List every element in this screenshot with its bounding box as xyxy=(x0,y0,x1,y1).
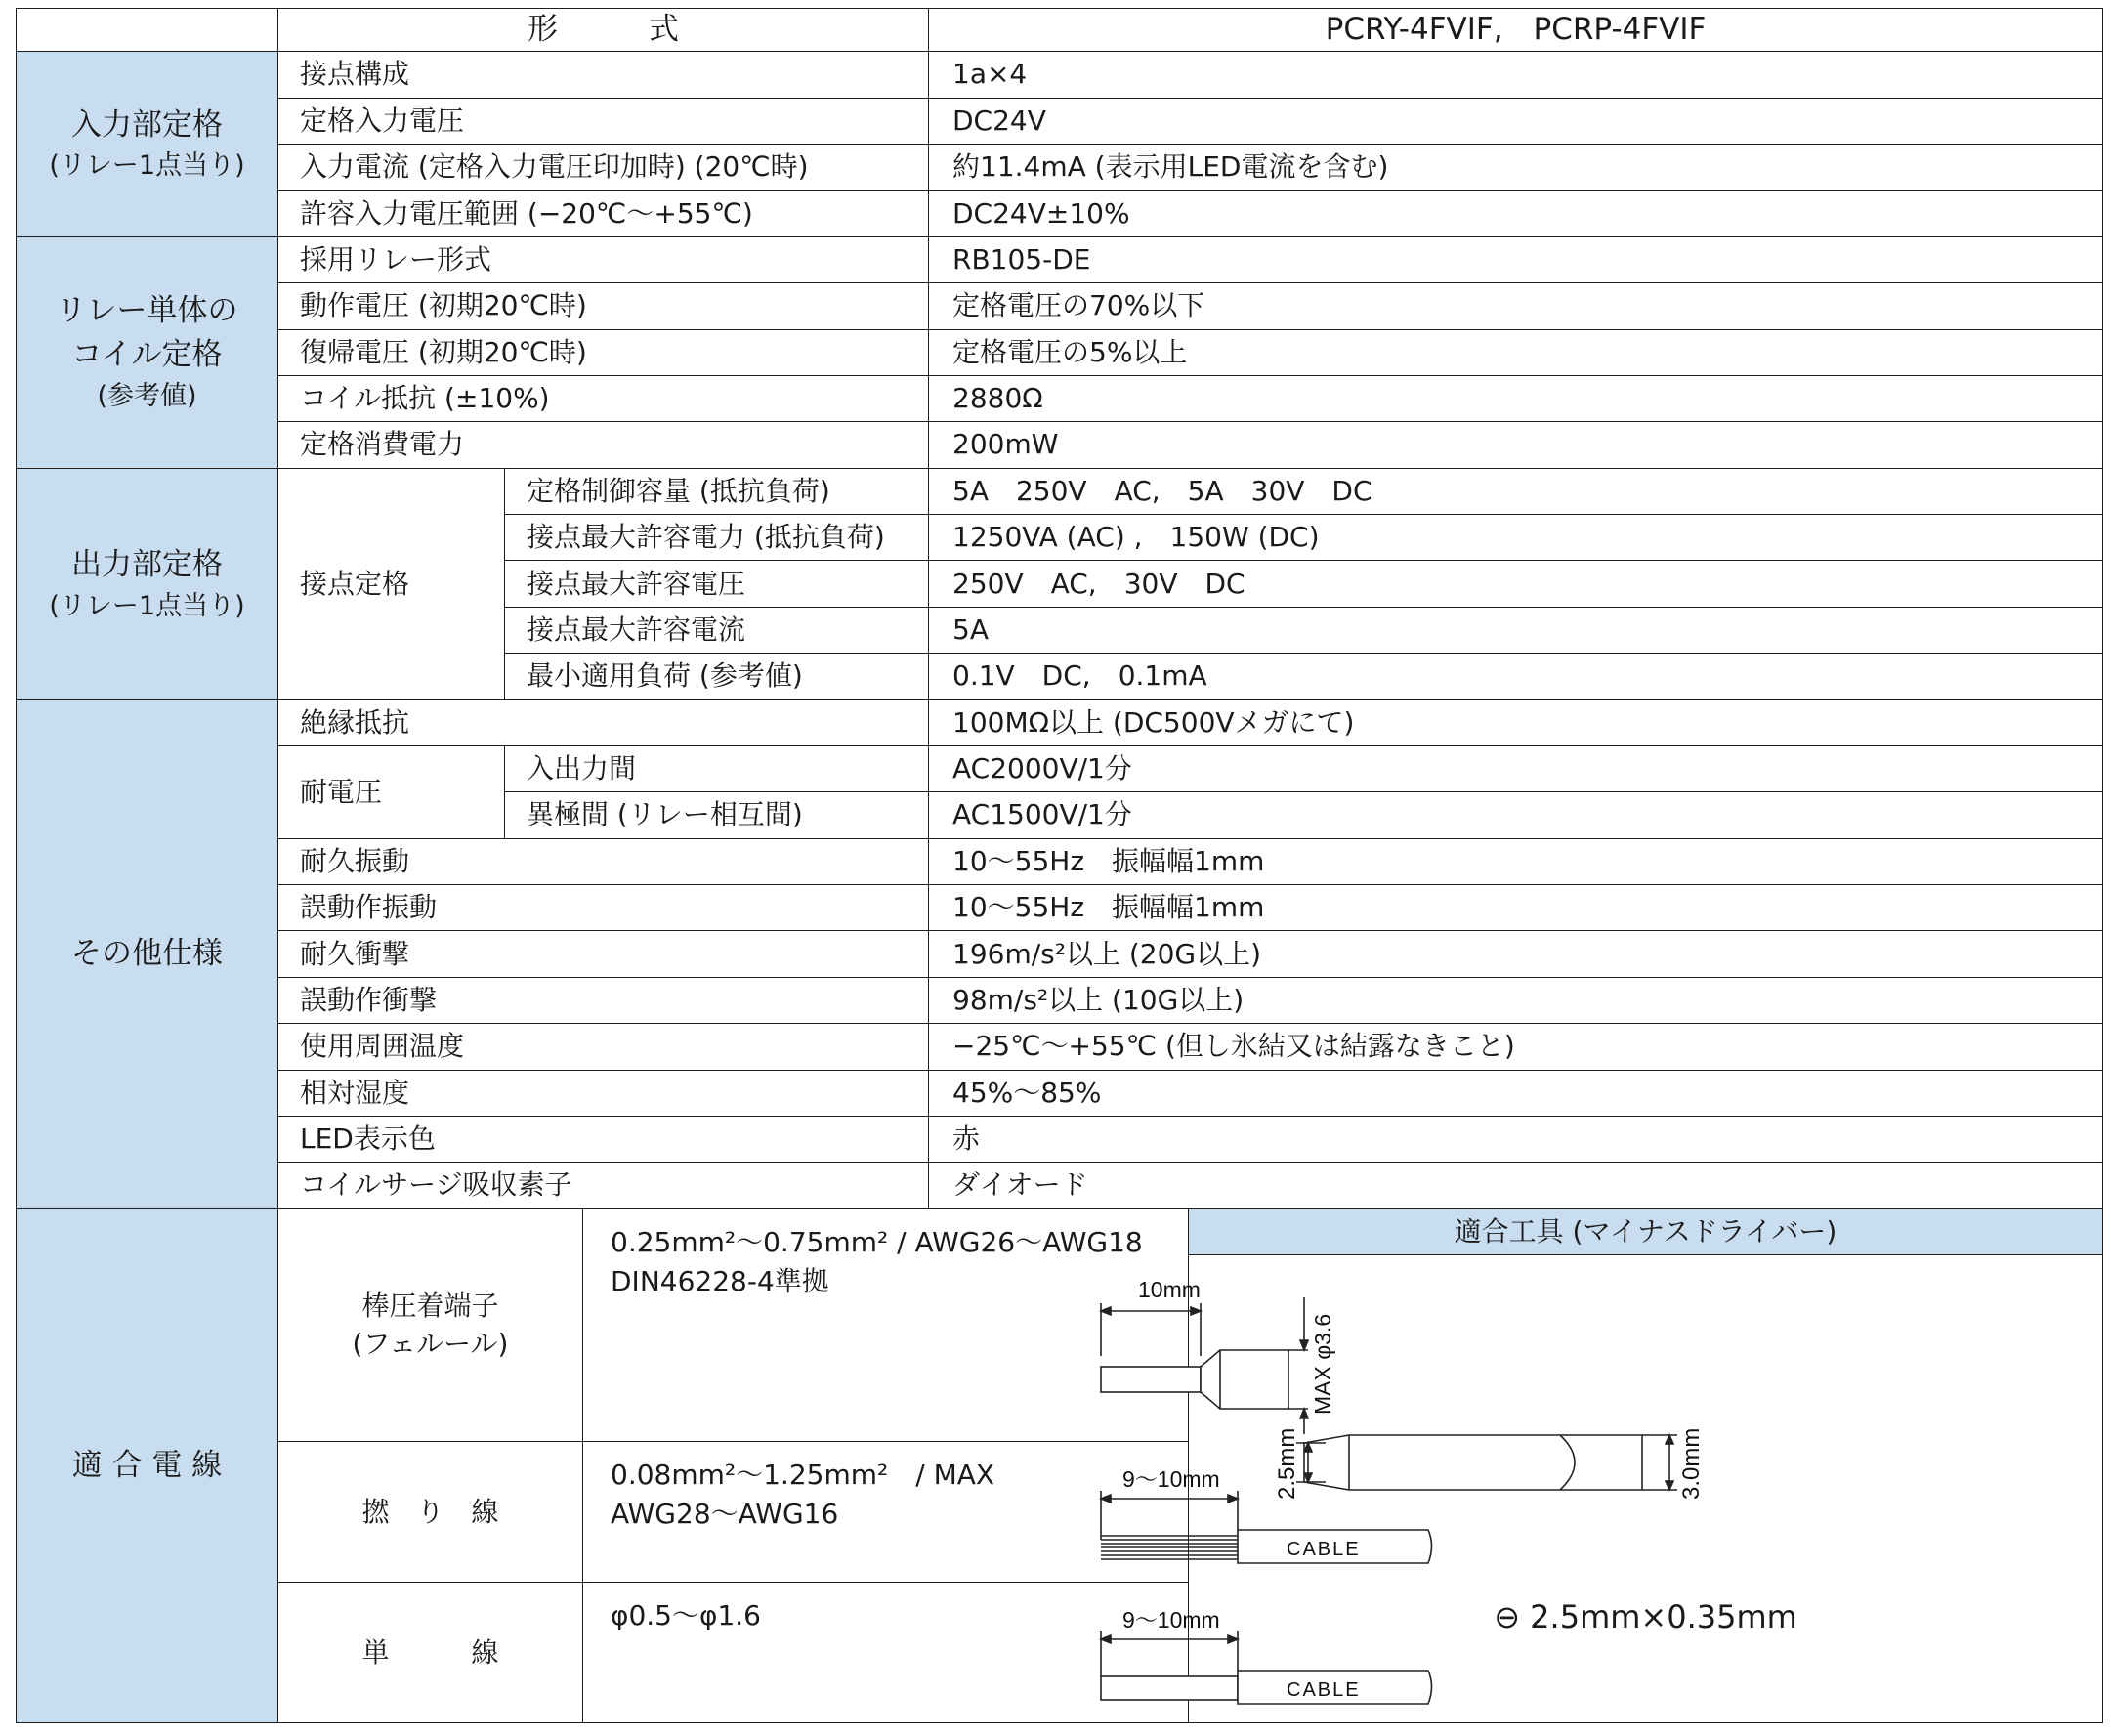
spec-value: DC24V±10% xyxy=(929,191,2103,236)
table-row xyxy=(17,745,2103,791)
spec-label: 定格制御容量 (抵抗負荷) xyxy=(505,468,929,514)
spec-value: 10〜55Hz 振幅幅1mm xyxy=(929,885,2103,931)
table-row xyxy=(17,699,2103,745)
spec-label: 接点構成 xyxy=(278,52,929,98)
spec-value: 10〜55Hz 振幅幅1mm xyxy=(929,838,2103,884)
spec-value: 0.1V DC, 0.1mA xyxy=(929,654,2103,699)
header-model: PCRY-4FVIF, PCRP-4FVIF xyxy=(929,9,2103,52)
spec-label: 誤動作衝撃 xyxy=(278,977,929,1023)
spec-label: 動作電圧 (初期20℃時) xyxy=(278,283,929,329)
table-row xyxy=(17,375,2103,421)
contact-rating-label: 接点定格 xyxy=(278,468,505,699)
table-row xyxy=(17,838,2103,884)
stranded-label: 撚 り 線 xyxy=(278,1441,583,1582)
spec-value: 2880Ω xyxy=(929,375,2103,421)
withstand-voltage-label: 耐電圧 xyxy=(278,745,505,838)
spec-label: 定格消費電力 xyxy=(278,422,929,468)
spec-value: 45%〜85% xyxy=(929,1070,2103,1116)
spec-label: 許容入力電圧範囲 (−20℃〜+55℃) xyxy=(278,191,929,236)
spec-label: コイルサージ吸収素子 xyxy=(278,1163,929,1208)
solid-cable-label: CABLE xyxy=(1287,1678,1361,1701)
solid-dim-length: 9〜10mm xyxy=(1122,1606,1220,1632)
spec-label: 接点最大許容電圧 xyxy=(505,561,929,607)
ferrule-line-2: DIN46228-4準拠 xyxy=(611,1265,829,1298)
spec-value: 98m/s²以上 (10G以上) xyxy=(929,977,2103,1023)
tool-dim-body: 3.0mm xyxy=(1678,1427,1705,1500)
spec-value: DC24V xyxy=(929,98,2103,144)
ferrule-spec xyxy=(583,1208,1335,1441)
table-row xyxy=(17,329,2103,375)
spec-label: 使用周囲温度 xyxy=(278,1024,929,1070)
table-row xyxy=(17,1116,2103,1162)
spec-label: 異極間 (リレー相互間) xyxy=(505,792,929,838)
spec-value: 196m/s²以上 (20G以上) xyxy=(929,931,2103,977)
ferrule-dim-dia: MAX φ3.6 xyxy=(1310,1313,1335,1415)
solid-label: 単 線 xyxy=(278,1582,583,1722)
spec-value: AC2000V/1分 xyxy=(929,745,2103,791)
stranded-cable-label: CABLE xyxy=(1287,1538,1361,1560)
spec-value: 約11.4mA (表示用LED電流を含む) xyxy=(929,145,2103,191)
spec-value: 定格電圧の5%以上 xyxy=(929,329,2103,375)
spec-label: 入力電流 (定格入力電圧印加時) (20℃時) xyxy=(278,145,929,191)
group-coil xyxy=(17,236,278,468)
spec-value: 定格電圧の70%以下 xyxy=(929,283,2103,329)
spec-value: 100MΩ以上 (DC500Vメガにて) xyxy=(929,699,2103,745)
tool-caption: ⊖ 2.5mm×0.35mm xyxy=(1494,1597,1797,1635)
stranded-line-2: AWG28〜AWG16 xyxy=(611,1498,839,1531)
solid-drawing xyxy=(1091,1602,1482,1719)
group-input-title: 入力部定格 xyxy=(71,106,223,143)
spec-label: 誤動作振動 xyxy=(278,885,929,931)
spec-value: 5A 250V AC, 5A 30V DC xyxy=(929,468,2103,514)
spec-label: 復帰電圧 (初期20℃時) xyxy=(278,329,929,375)
solid-spec xyxy=(583,1582,1361,1722)
spec-value: RB105-DE xyxy=(929,236,2103,282)
stranded-spec xyxy=(583,1441,1361,1582)
spec-value: AC1500V/1分 xyxy=(929,792,2103,838)
table-row xyxy=(17,977,2103,1023)
ferrule-line-1: 0.25mm²〜0.75mm² / AWG26〜AWG18 xyxy=(611,1225,1143,1258)
stranded-drawing xyxy=(1091,1461,1482,1579)
ferrule-label xyxy=(278,1208,583,1441)
group-wires xyxy=(17,1208,278,1722)
table-row xyxy=(17,885,2103,931)
group-output-sub: (リレー1点当り) xyxy=(49,590,245,621)
spec-value: −25℃〜+55℃ (但し氷結又は結露なきこと) xyxy=(929,1024,2103,1070)
spec-table xyxy=(16,8,2103,1723)
table-row xyxy=(17,145,2103,191)
group-coil-sub: (参考値) xyxy=(97,381,197,412)
spec-value: 1250VA (AC) , 150W (DC) xyxy=(929,515,2103,561)
wire-row-ferrule xyxy=(17,1208,2103,1441)
spec-label: 耐久振動 xyxy=(278,838,929,884)
spec-label: 接点最大許容電流 xyxy=(505,607,929,653)
stranded-dim-length: 9〜10mm xyxy=(1122,1465,1220,1492)
header-format-label: 形 式 xyxy=(278,9,929,52)
spec-value: ダイオード xyxy=(929,1163,2103,1208)
ferrule-label-1: 棒圧着端子 xyxy=(361,1289,499,1322)
table-row xyxy=(17,931,2103,977)
table-row xyxy=(17,98,2103,144)
spec-label: 接点最大許容電力 (抵抗負荷) xyxy=(505,515,929,561)
spec-value: 200mW xyxy=(929,422,2103,468)
table-row xyxy=(17,1070,2103,1116)
group-output-title: 出力部定格 xyxy=(71,546,223,582)
table-row xyxy=(17,1163,2103,1208)
table-row xyxy=(17,191,2103,236)
spec-label: 定格入力電圧 xyxy=(278,98,929,144)
table-row xyxy=(17,52,2103,98)
ferrule-label-2: (フェルール) xyxy=(352,1328,509,1361)
group-coil-title-1: リレー単体の xyxy=(56,293,238,329)
spec-value: 250V AC, 30V DC xyxy=(929,561,2103,607)
stranded-line-1: 0.08mm²〜1.25mm² / MAX xyxy=(611,1458,995,1491)
spec-label: 採用リレー形式 xyxy=(278,236,929,282)
header-row xyxy=(17,9,2103,52)
spec-label: LED表示色 xyxy=(278,1116,929,1162)
table-row xyxy=(17,283,2103,329)
group-output xyxy=(17,468,278,699)
group-other-title: その他仕様 xyxy=(71,936,223,972)
group-other xyxy=(17,699,278,1208)
spec-label: コイル抵抗 (±10%) xyxy=(278,375,929,421)
spec-value: 1a×4 xyxy=(929,52,2103,98)
group-input xyxy=(17,52,278,237)
tool-dim-tip: 2.5mm xyxy=(1274,1427,1300,1500)
table-row xyxy=(17,236,2103,282)
table-row xyxy=(17,1024,2103,1070)
ferrule-dim-length: 10mm xyxy=(1138,1276,1201,1302)
header-corner xyxy=(17,9,278,52)
spec-value: 赤 xyxy=(929,1116,2103,1162)
group-input-sub: (リレー1点当り) xyxy=(49,150,245,182)
spec-label: 最小適用負荷 (参考値) xyxy=(505,654,929,699)
group-coil-title-2: コイル定格 xyxy=(71,337,223,373)
group-wires-title: 適 合 電 線 xyxy=(71,1447,223,1483)
spec-label: 絶縁抵抗 xyxy=(278,699,929,745)
spec-value: 5A xyxy=(929,607,2103,653)
spec-label: 相対湿度 xyxy=(278,1070,929,1116)
solid-line-1: φ0.5〜φ1.6 xyxy=(611,1598,762,1631)
spec-label: 耐久衝撃 xyxy=(278,931,929,977)
table-row xyxy=(17,422,2103,468)
spec-label: 入出力間 xyxy=(505,745,929,791)
table-row xyxy=(17,468,2103,514)
tool-title: 適合工具 (マイナスドライバー) xyxy=(1189,1209,2102,1255)
